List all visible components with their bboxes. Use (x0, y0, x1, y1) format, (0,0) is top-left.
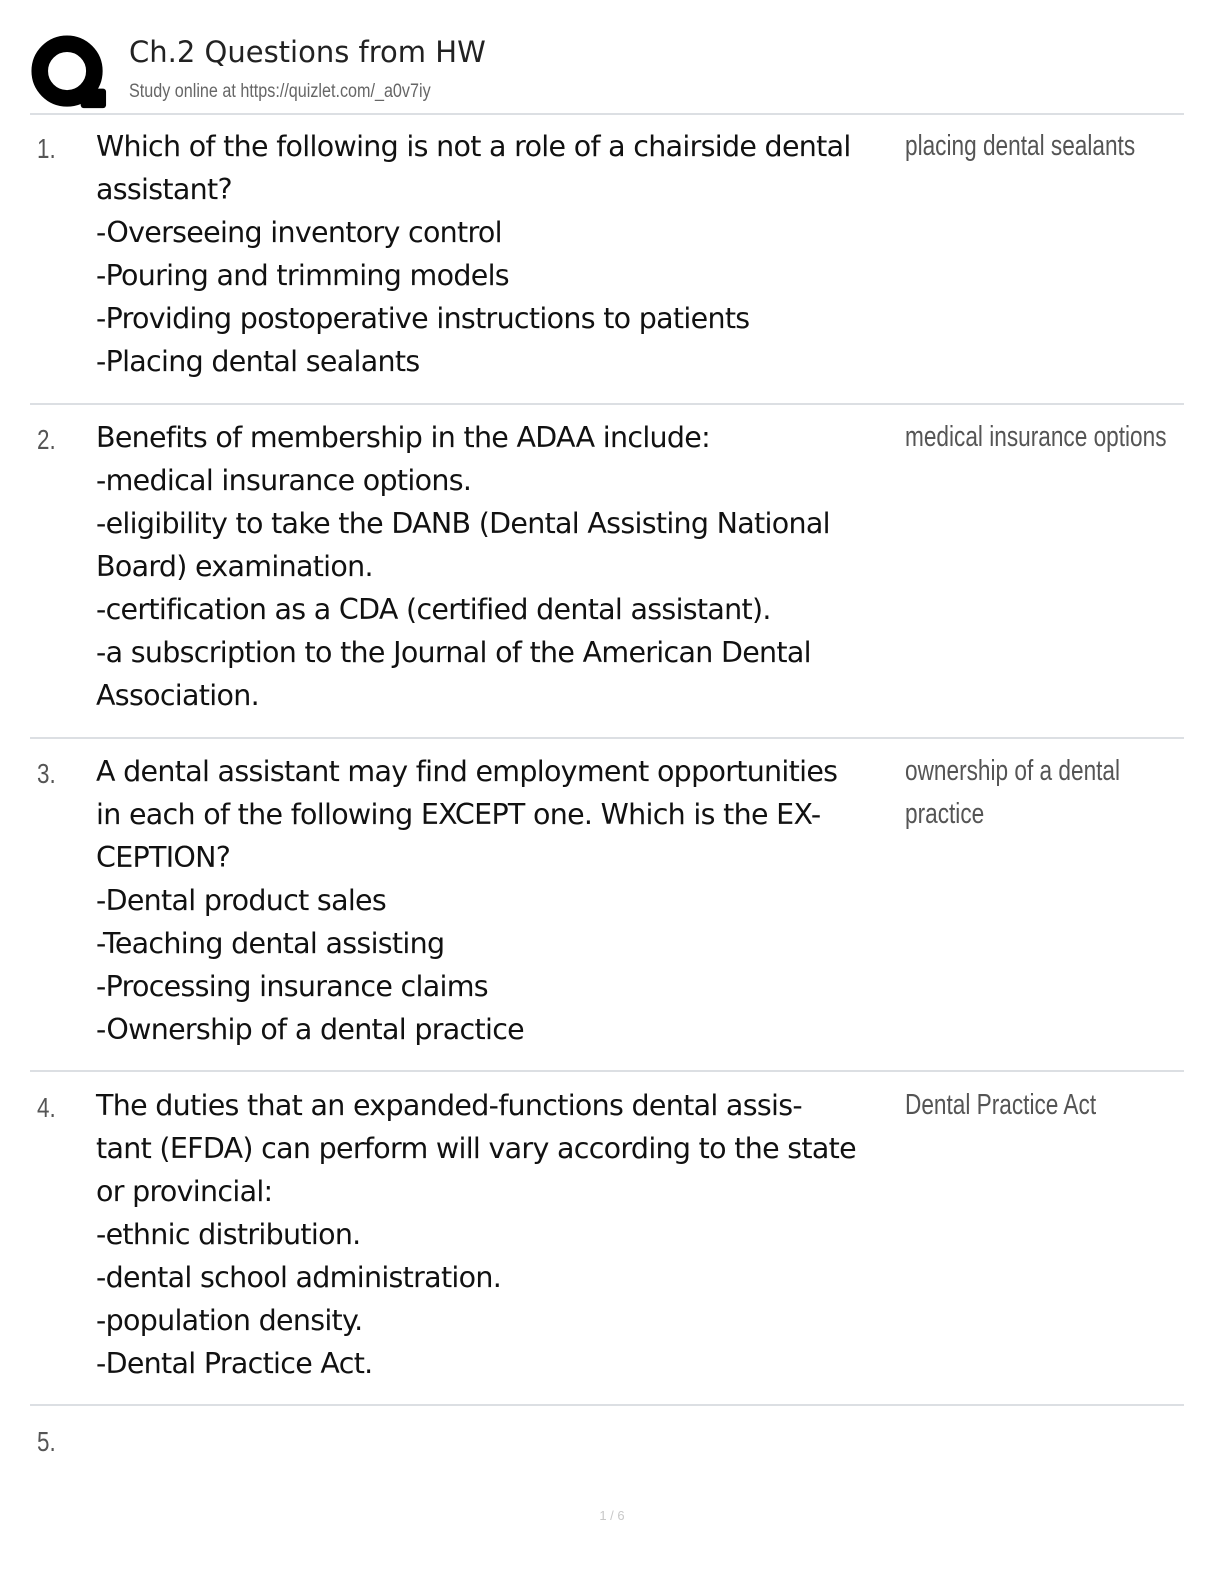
question-line: -Dental product sales (96, 884, 387, 917)
answer-line: placing dental sealants (905, 130, 1136, 162)
question-line: -eligibility to take the DANB (Dental Assisting National (96, 507, 830, 540)
question-line: -ethnic distribution. (96, 1218, 361, 1251)
answer-line: medical insurance options (905, 421, 1167, 453)
answer-line: ownership of a dental (905, 755, 1121, 787)
question-text (96, 750, 902, 1051)
question-line: -Providing postoperative instructions to patients (96, 302, 750, 335)
question-line: The duties that an expanded-functions dental assis- (96, 1089, 802, 1122)
question-line: -Overseeing inventory control (96, 216, 502, 249)
question-line: Which of the following is not a role of a chairside dental (96, 130, 851, 163)
question-text (96, 416, 902, 717)
question-line: -certification as a CDA (certified dental assistant). (96, 593, 771, 626)
question-text (96, 125, 902, 383)
answer-line: Dental Practice Act (905, 1089, 1097, 1121)
divider (30, 737, 1184, 739)
page-header (28, 28, 1188, 114)
divider (30, 1404, 1184, 1406)
answer-text (905, 750, 1131, 836)
question-text (96, 1084, 902, 1385)
question-line: A dental assistant may find employment opportunities (96, 755, 838, 788)
study-online-link[interactable]: Study online at https://quizlet.com/_a0v7iy (129, 81, 431, 102)
question-number: 1. (37, 133, 56, 164)
answer-text (905, 416, 1167, 459)
question-line: Association. (96, 679, 259, 712)
quizlet-logo-icon (30, 34, 108, 112)
answer-text (905, 1084, 1131, 1127)
divider (30, 1070, 1184, 1072)
question-line: -Dental Practice Act. (96, 1347, 373, 1380)
question-line: -dental school administration. (96, 1261, 502, 1294)
question-line: Benefits of membership in the ADAA include: (96, 421, 711, 454)
answer-line: practice (905, 798, 985, 830)
question-line: -Placing dental sealants (96, 345, 420, 378)
question-line: -Processing insurance claims (96, 970, 488, 1003)
question-line: -a subscription to the Journal of the American Dental (96, 636, 811, 669)
divider (30, 113, 1184, 115)
question-line: CEPTION? (96, 841, 231, 874)
question-line: -Teaching dental assisting (96, 927, 445, 960)
question-line: assistant? (96, 173, 232, 206)
question-number: 3. (37, 758, 56, 789)
question-number: 4. (37, 1092, 56, 1123)
divider (30, 403, 1184, 405)
question-line: -medical insurance options. (96, 464, 472, 497)
page-indicator: 1 / 6 (599, 1508, 625, 1523)
question-line: tant (EFDA) can perform will vary according to the state (96, 1132, 856, 1165)
question-line: -population density. (96, 1304, 363, 1337)
question-line: in each of the following EXCEPT one. Which is the EX- (96, 798, 821, 831)
page-title: Ch.2 Questions from HW (129, 35, 486, 69)
question-number: 5. (37, 1426, 56, 1457)
question-line: -Pouring and trimming models (96, 259, 509, 292)
question-line: Board) examination. (96, 550, 373, 583)
question-number: 2. (37, 424, 56, 455)
answer-text (905, 125, 1136, 168)
question-line: or provincial: (96, 1175, 273, 1208)
question-line: -Ownership of a dental practice (96, 1013, 525, 1046)
